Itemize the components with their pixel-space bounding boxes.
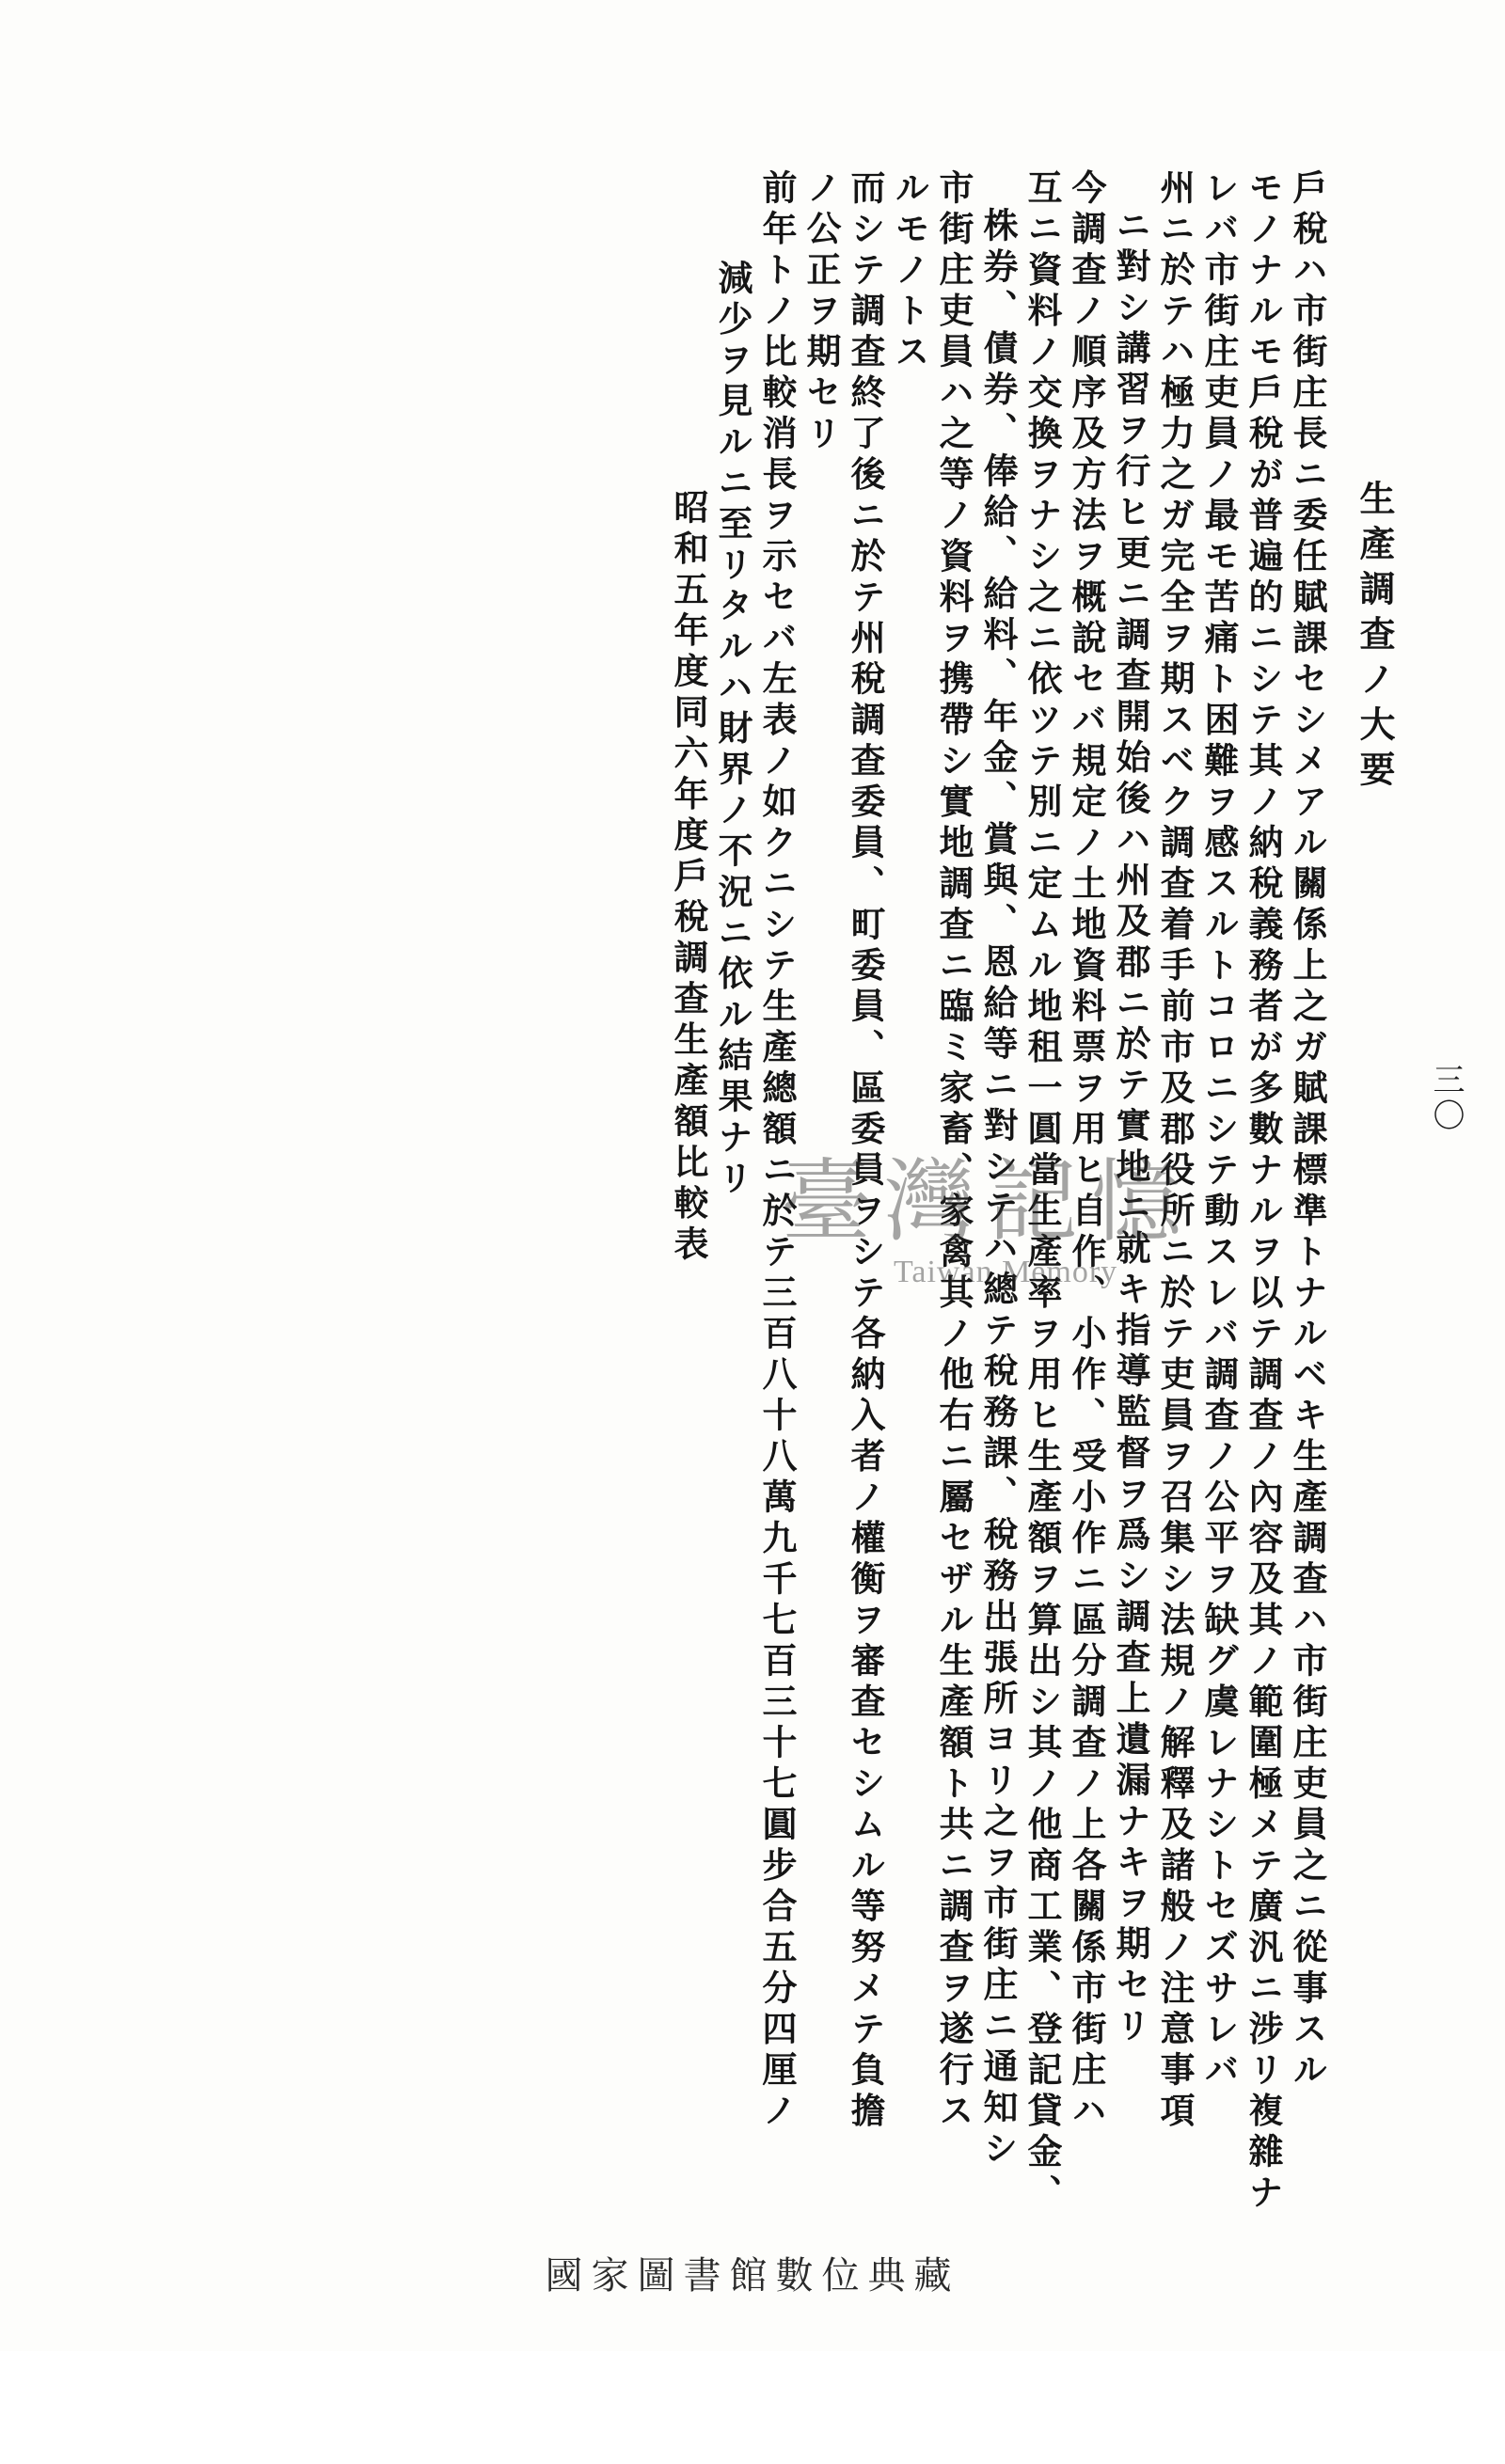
- table-caption: 昭和五年度同六年度戶稅調查生產額比較表: [668, 489, 709, 1267]
- text-column-1: 戶稅ハ市街庄長ニ委任賦課セシメアル關係上之ガ賦課標準トナルベキ生產調查ハ市街庄吏員之ニ從事スル: [1287, 169, 1328, 2093]
- text-column-5: ニ對シ講習ヲ行ヒ更ニ調查開始後ハ州及郡ニ於テ實地ニ就キ指導監督ヲ爲シ調查上遺漏ナキヲ期セリ: [1110, 207, 1151, 2048]
- document-text-body: [56, 169, 1396, 2215]
- text-column-6: 今調查ノ順序及方法ヲ概說セバ規定ノ土地資料票ヲ用ヒ自作、小作、受小作ニ區分調查ノ上各關係市街庄ハ: [1066, 169, 1107, 2133]
- page-number: 三〇: [1427, 1063, 1465, 1134]
- text-column-2: モノナルモ戶稅が普遍的ニシテ其ノ納稅義務者が多數ナルヲ以テ調查ノ內容及其ノ範圍極メテ廣汎ニ涉リ複雜ナ: [1243, 169, 1284, 2215]
- text-column-11: 而シテ調查終了後ニ於テ州稅調查委員、町委員、區委員ヲシテ各納入者ノ權衡ヲ審查セシムル等努メテ負擔: [845, 169, 886, 2133]
- text-column-12: ノ公正ヲ期セリ: [800, 169, 842, 456]
- section-heading: 生產調查ノ大要: [1354, 480, 1396, 796]
- text-column-4: 州ニ於テハ極力之ガ完全ヲ期スベク調查着手前市及郡役所ニ於テ吏員ヲ召集シ法規ノ解釋及諸般ノ注意事項: [1154, 169, 1196, 2133]
- text-column-7: 互ニ資料ノ交換ヲナシ之ニ依ツテ別ニ定ムル地租一圓當生產率ヲ用ヒ生產額ヲ算出シ其ノ他商工業、登記貸金、: [1022, 169, 1063, 2215]
- text-column-13: 前年トノ比較消長ヲ示セバ左表ノ如クニシテ生產總額ニ於テ三百八十八萬九千七百三十七圓步合五分四厘ノ: [756, 169, 798, 2133]
- text-column-9: 市街庄吏員ハ之等ノ資料ヲ携帶シ實地調查ニ臨ミ家畜、家禽其ノ他右ニ屬セザル生產額ト共ニ調查ヲ遂行ス: [933, 169, 974, 2133]
- text-column-10: ルモノトス: [889, 169, 930, 374]
- watermark-cjk-text: 臺灣記憶: [781, 1149, 1195, 1255]
- text-column-14: 減少ヲ見ルニ至リタルハ財界ノ不況ニ依ル結果ナリ: [712, 260, 753, 1201]
- text-column-3: レバ市街庄吏員ノ最モ苦痛ト困難ヲ感スルトコロニシテ動スレバ調查ノ公平ヲ缺グ虞レナシトセズサレバ: [1198, 169, 1240, 2093]
- text-column-8: 株券、債券、俸給、給料、年金、賞與、恩給等ニ對シテハ總テ稅務課、稅務出張所ヨリ之ヲ市街庄ニ通知シ: [977, 207, 1019, 2171]
- archive-footer-stamp: 國家圖書館數位典藏: [545, 2254, 960, 2298]
- watermark-latin-text: Taiwan Memory: [894, 1255, 1118, 1289]
